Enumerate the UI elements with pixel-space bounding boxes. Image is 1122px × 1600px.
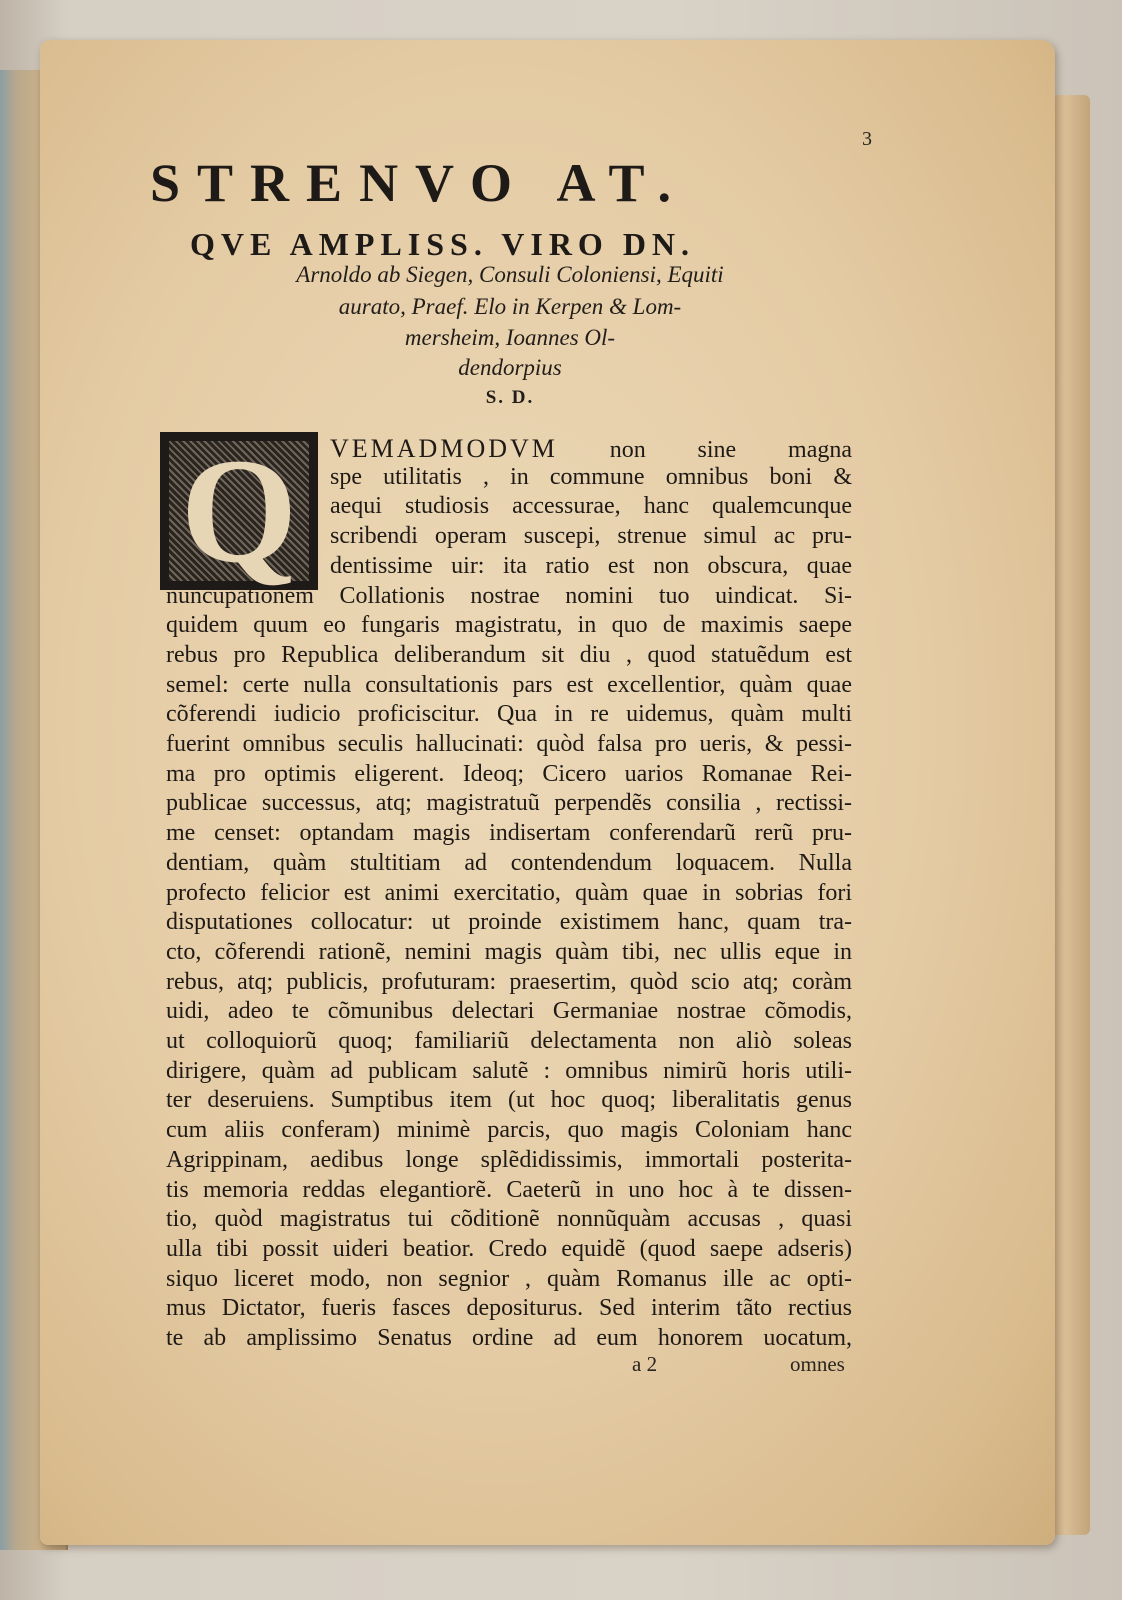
body-line: cto, cõferendi rationẽ, nemini magis quàm tibi, nec ullis eque in bbox=[166, 938, 852, 965]
body-line: cum aliis conferam) minimè parcis, quo magis Coloniam hanc bbox=[166, 1117, 852, 1144]
initial-letter: Q bbox=[180, 428, 298, 594]
body-line: mus Dictator, fueris fasces depositurus. Sed interim tãto rectius bbox=[166, 1295, 852, 1322]
body-line: fuerint omnibus seculis hallucinati: quòd falsa pro ueris, & pessi- bbox=[166, 731, 852, 757]
body-line: spe utilitatis , in commune omnibus boni & bbox=[330, 463, 852, 490]
body-line: dentiam, quàm stultitiam ad contendendum loquacem. Nulla bbox=[166, 849, 852, 876]
body-line: siquo liceret modo, non segnior , quàm Romanus ille ac opti- bbox=[166, 1265, 852, 1292]
heading-line-1: STRENVO AT. bbox=[150, 153, 688, 213]
body-line: profecto felicior est animi exercitatio, quàm quae in sobrias fori bbox=[166, 879, 852, 906]
body-line: rebus, atq; publicis, profuturam: praesertim, quòd scio atq; coràm bbox=[166, 968, 852, 995]
body-line: te ab amplissimo Senatus ordine ad eum honorem uocatum, bbox=[166, 1325, 852, 1351]
body-line: ut colloquiorũ quoq; familiariũ delectamenta non aliò soleas bbox=[166, 1028, 852, 1054]
body-line: rebus pro Republica deliberandum sit diu , quod statuẽdum est bbox=[166, 641, 852, 668]
dedication-line: mersheim, Ioannes Ol- bbox=[404, 325, 616, 350]
body-line-text: non sine magna bbox=[557, 437, 852, 463]
body-line: tio, quòd magistratus tui cõditionẽ nonnũquàm accusas , quasi bbox=[166, 1206, 852, 1233]
heading-line-2: QVE AMPLISS. VIRO DN. bbox=[190, 226, 696, 262]
decorated-initial bbox=[160, 428, 318, 594]
body-line: aequi studiosis accessurae, hanc qualemcunque bbox=[330, 493, 852, 520]
body-line: disputationes collocatur: ut proinde existimem hanc, quam tra- bbox=[166, 909, 852, 936]
body-line: cõferendi iudicio proficiscitur. Qua in re uidemus, quàm multi bbox=[166, 701, 852, 728]
page-number: 3 bbox=[862, 128, 872, 150]
first-word: VEMADMODVM bbox=[330, 434, 558, 463]
catchword: omnes bbox=[790, 1352, 845, 1376]
dedication-line: aurato, Praef. Elo in Kerpen & Lom- bbox=[338, 294, 682, 319]
body-line: tis memoria reddas elegantiorẽ. Caeterũ in uno hoc à te dissen- bbox=[166, 1176, 852, 1203]
body-line: dentissime uir: ita ratio est non obscura, quae bbox=[330, 552, 852, 579]
body-line: nuncupationem Collationis nostrae nomini tuo uindicat. Si- bbox=[166, 582, 852, 609]
body-line: dirigere, quàm ad publicam salutẽ : omnibus nimirũ horis utili- bbox=[166, 1057, 852, 1084]
salutation: S. D. bbox=[485, 387, 535, 408]
body-line: semel: certe nulla consultationis pars est excellentior, quàm quae bbox=[166, 671, 852, 698]
body-line: uidi, adeo te cõmunibus delectari Germaniae nostrae cõmodis, bbox=[166, 998, 852, 1025]
body-line bbox=[330, 434, 852, 464]
body-line: me censet: optandam magis indisertam conferendarũ rerũ pru- bbox=[166, 820, 852, 847]
dedication-line: dendorpius bbox=[458, 355, 562, 380]
body-line: scribendi operam suscepi, strenue simul ac pru- bbox=[330, 523, 852, 550]
body-line: publicae successus, atq; magistratuũ perpendẽs consilia , rectissi- bbox=[166, 790, 852, 817]
body-line: ulla tibi possit uideri beatior. Credo equidẽ (quod saepe adseris) bbox=[166, 1235, 852, 1262]
body-line: ma pro optimis eligerent. Ideoq; Cicero uarios Romanae Rei- bbox=[166, 760, 852, 787]
body-line: Agrippinam, aedibus longe splẽdidissimis, immortali posterita- bbox=[166, 1146, 852, 1173]
body-line: quidem quum eo fungaris magistratu, in quo de maximis saepe bbox=[166, 612, 852, 639]
dedication-line: Arnoldo ab Siegen, Consuli Coloniensi, Equiti bbox=[296, 262, 724, 287]
signature-mark: a 2 bbox=[632, 1352, 658, 1376]
body-line: ter deseruiens. Sumptibus item (ut hoc quoq; liberalitatis genus bbox=[166, 1087, 852, 1114]
